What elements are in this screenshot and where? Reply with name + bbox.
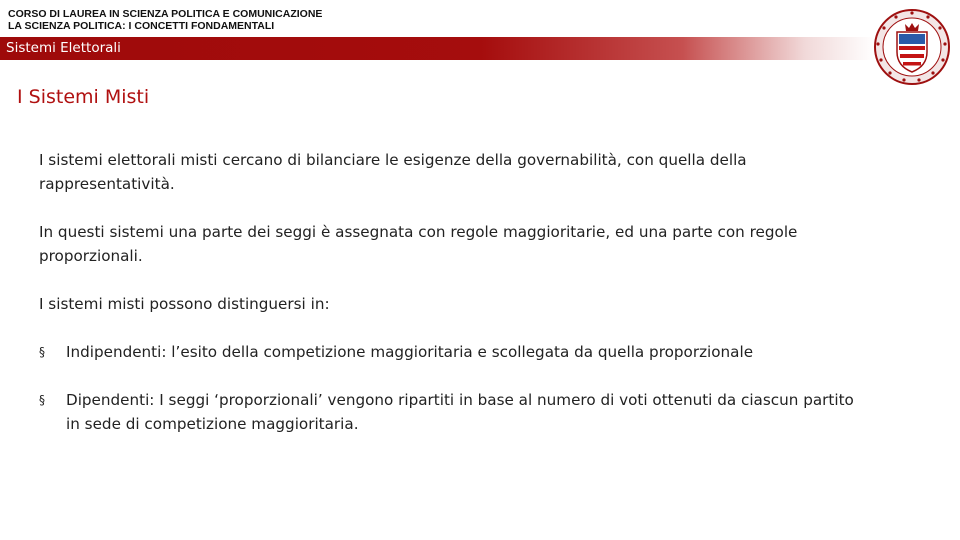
- bullet-icon: §: [39, 393, 45, 407]
- slide-content: [39, 148, 869, 460]
- section-banner: [0, 37, 875, 60]
- list-item: [39, 340, 869, 364]
- list-item: [39, 388, 869, 436]
- course-title-line2: LA SCIENZA POLITICA: I CONCETTI FONDAMENTALI: [8, 20, 275, 32]
- list-item-text: Dipendenti: I seggi ‘proporzionali’ vengono ripartiti in base al numero di voti ottenuti da ciascun partito in sede di competizione maggioritaria.: [66, 391, 854, 433]
- list-item-text: Indipendenti: l’esito della competizione maggioritaria e scollegata da quella proporzionale: [66, 343, 754, 361]
- university-seal-icon: [873, 8, 951, 86]
- course-header: [8, 8, 322, 32]
- paragraph: In questi sistemi una parte dei seggi è assegnata con regole maggioritarie, ed una parte con regole proporzionali.: [39, 223, 798, 265]
- paragraph: I sistemi misti possono distinguersi in:: [39, 295, 330, 313]
- bullet-icon: §: [39, 345, 45, 359]
- paragraph: I sistemi elettorali misti cercano di bilanciare le esigenze della governabilità, con quella della rappresentatività.: [39, 151, 747, 193]
- bullet-list: [39, 340, 869, 436]
- slide-title: I Sistemi Misti: [17, 86, 150, 108]
- section-label: Sistemi Elettorali: [6, 40, 121, 56]
- course-title-line1: CORSO DI LAUREA IN SCIENZA POLITICA E COMUNICAZIONE: [8, 8, 323, 20]
